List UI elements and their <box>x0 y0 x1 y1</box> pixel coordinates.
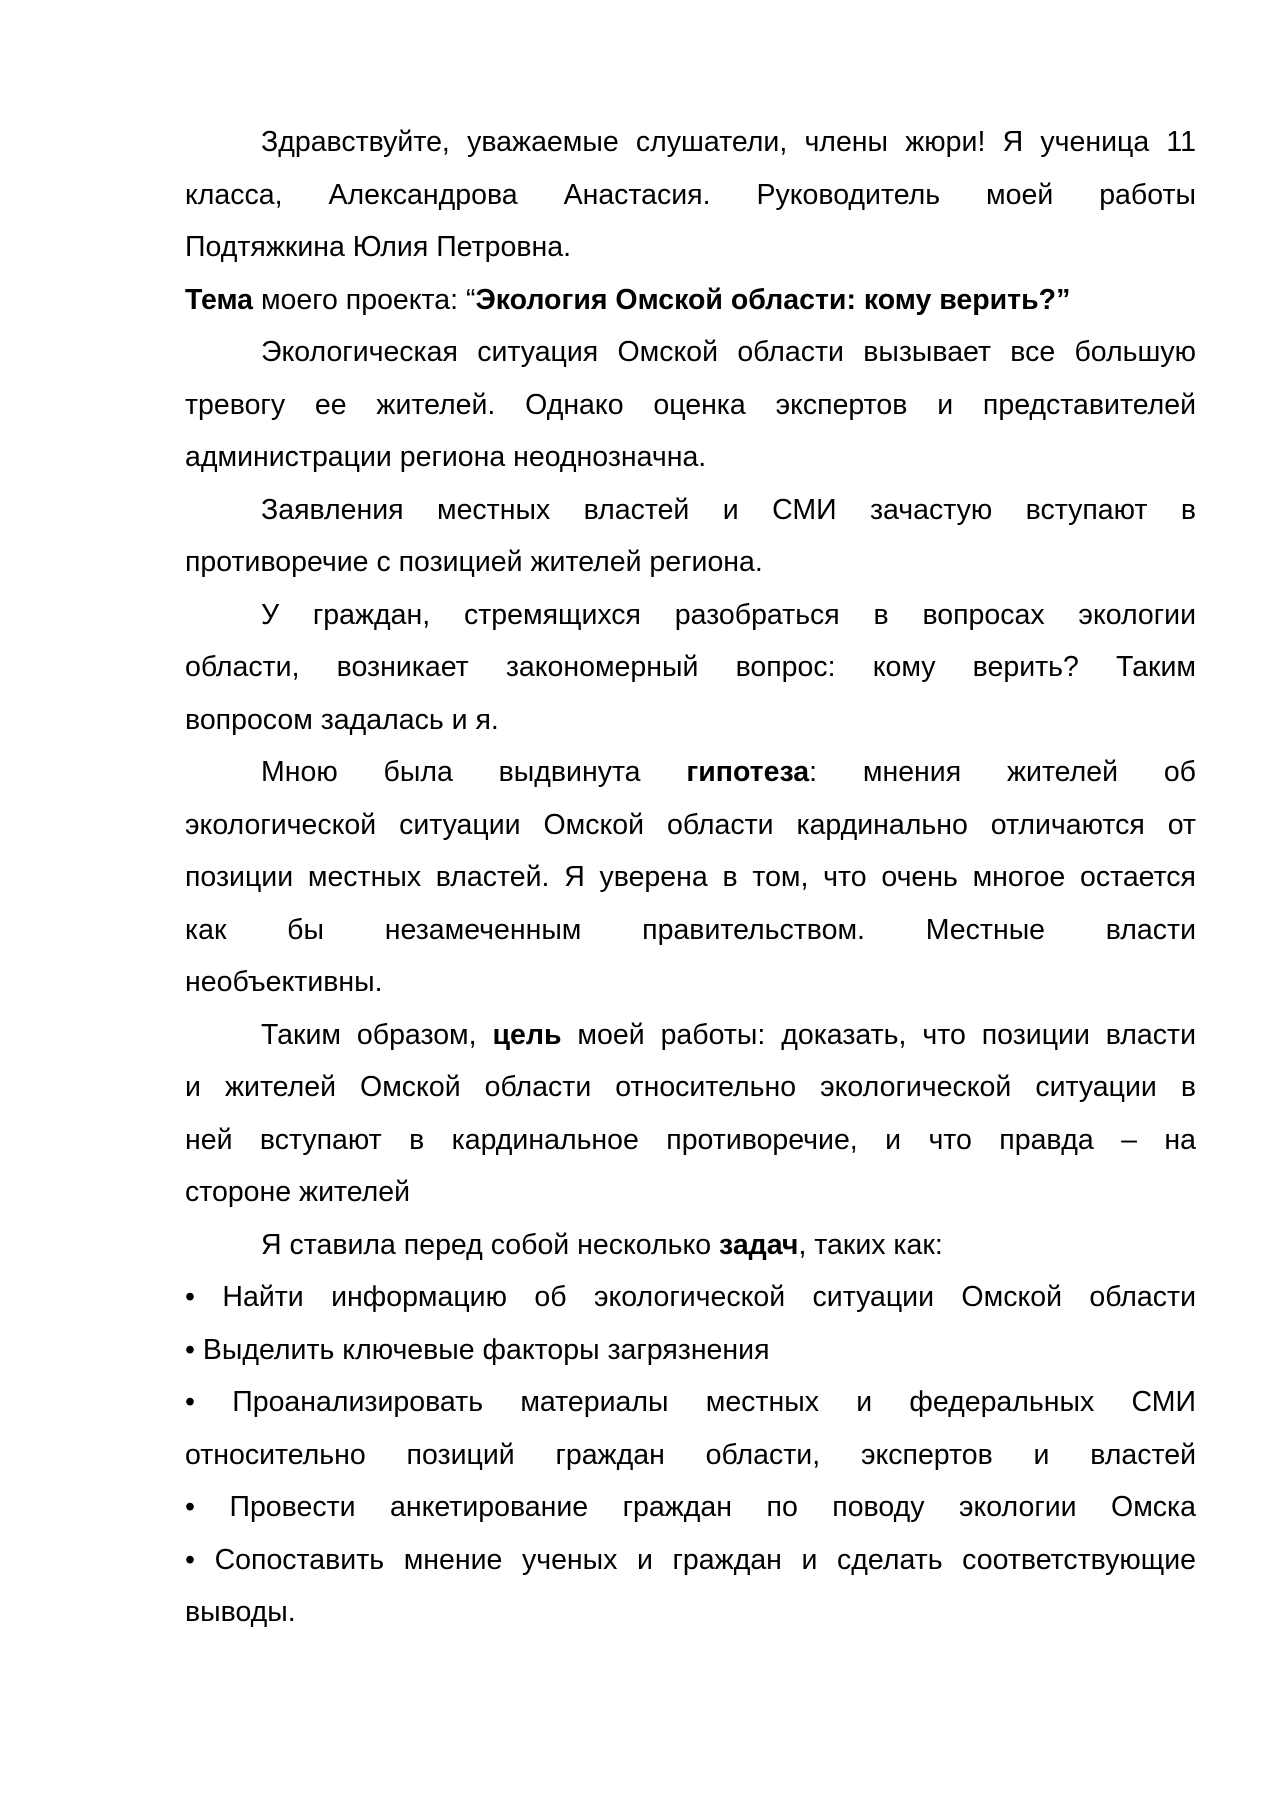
text-line: позиции местных властей. Я уверена в том, что очень многое остается <box>185 861 1196 893</box>
text-line: тревогу ее жителей. Однако оценка экспертов и представителей <box>185 388 1196 421</box>
goal-line <box>185 1009 1196 1062</box>
tasks-paragraph <box>185 1219 1196 1639</box>
citizens-paragraph <box>185 589 1196 747</box>
hypothesis-paragraph <box>185 746 1196 1009</box>
text-line: У граждан, стремящихся разобраться в вопросах экологии <box>261 598 1196 631</box>
document-page <box>185 116 1196 1639</box>
text-line: стороне жителей <box>185 1176 411 1208</box>
topic-line <box>185 274 1196 327</box>
text-line: администрации региона неоднозначна. <box>185 441 707 473</box>
text-line: Здравствуйте, уважаемые слушатели, члены жюри! Я ученица 11 <box>261 126 1196 158</box>
hypothesis-line <box>185 746 1196 799</box>
intro-paragraph <box>185 116 1196 274</box>
task-item-continuation: относительно позиций граждан области, экспертов и властей <box>185 1438 1196 1471</box>
tasks-keyword: задач <box>719 1228 799 1261</box>
text-fragment: Я ставила перед собой несколько <box>261 1228 720 1261</box>
task-item: • Проанализировать материалы местных и федеральных СМИ <box>185 1386 1196 1418</box>
text-fragment: , таких как: <box>798 1228 943 1261</box>
text-fragment: моей работы: доказать, что позиции власти <box>561 1018 1196 1051</box>
text-line: класса, Александрова Анастасия. Руководитель моей работы <box>185 178 1196 211</box>
text-line: Заявления местных властей и СМИ зачастую вступают в <box>261 493 1196 526</box>
text-line: экологической ситуации Омской области кардинально отличаются от <box>185 808 1196 841</box>
topic-paragraph <box>185 274 1196 327</box>
task-item: • Выделить ключевые факторы загрязнения <box>185 1333 770 1366</box>
task-item: • Провести анкетирование граждан по поводу экологии Омска <box>185 1491 1196 1523</box>
text-line: необъективны. <box>185 966 383 998</box>
text-line: ней вступают в кардинальное противоречие, и что правда – на <box>185 1123 1196 1156</box>
topic-title: Экология Омской области: кому верить?” <box>475 283 1071 316</box>
text-line: и жителей Омской области относительно экологической ситуации в <box>185 1071 1196 1103</box>
topic-label: Тема <box>185 283 254 316</box>
statements-paragraph <box>185 484 1196 589</box>
goal-keyword: цель <box>492 1018 562 1051</box>
text-line: противоречие с позицией жителей региона. <box>185 546 763 578</box>
text-line: области, возникает закономерный вопрос: кому верить? Таким <box>185 651 1196 683</box>
text-fragment: Мною была выдвинута <box>261 756 687 788</box>
text-line: вопросом задалась и я. <box>185 703 499 736</box>
text-fragment: Таким образом, <box>261 1018 493 1051</box>
topic-text: моего проекта: “ <box>253 283 476 316</box>
goal-paragraph <box>185 1009 1196 1219</box>
tasks-intro-line <box>185 1219 1196 1272</box>
hypothesis-keyword: гипотеза <box>686 756 810 788</box>
task-item: • Сопоставить мнение ученых и граждан и сделать соответствующие <box>185 1543 1196 1576</box>
task-item: • Найти информацию об экологической ситуации Омской области <box>185 1281 1196 1313</box>
text-line: Подтяжкина Юлия Петровна. <box>185 231 571 263</box>
task-item-continuation: выводы. <box>185 1596 296 1628</box>
situation-paragraph <box>185 326 1196 484</box>
text-fragment: : мнения жителей об <box>809 756 1196 788</box>
text-line: как бы незамеченным правительством. Местные власти <box>185 913 1196 946</box>
text-line: Экологическая ситуация Омской области вызывает все большую <box>261 336 1196 368</box>
